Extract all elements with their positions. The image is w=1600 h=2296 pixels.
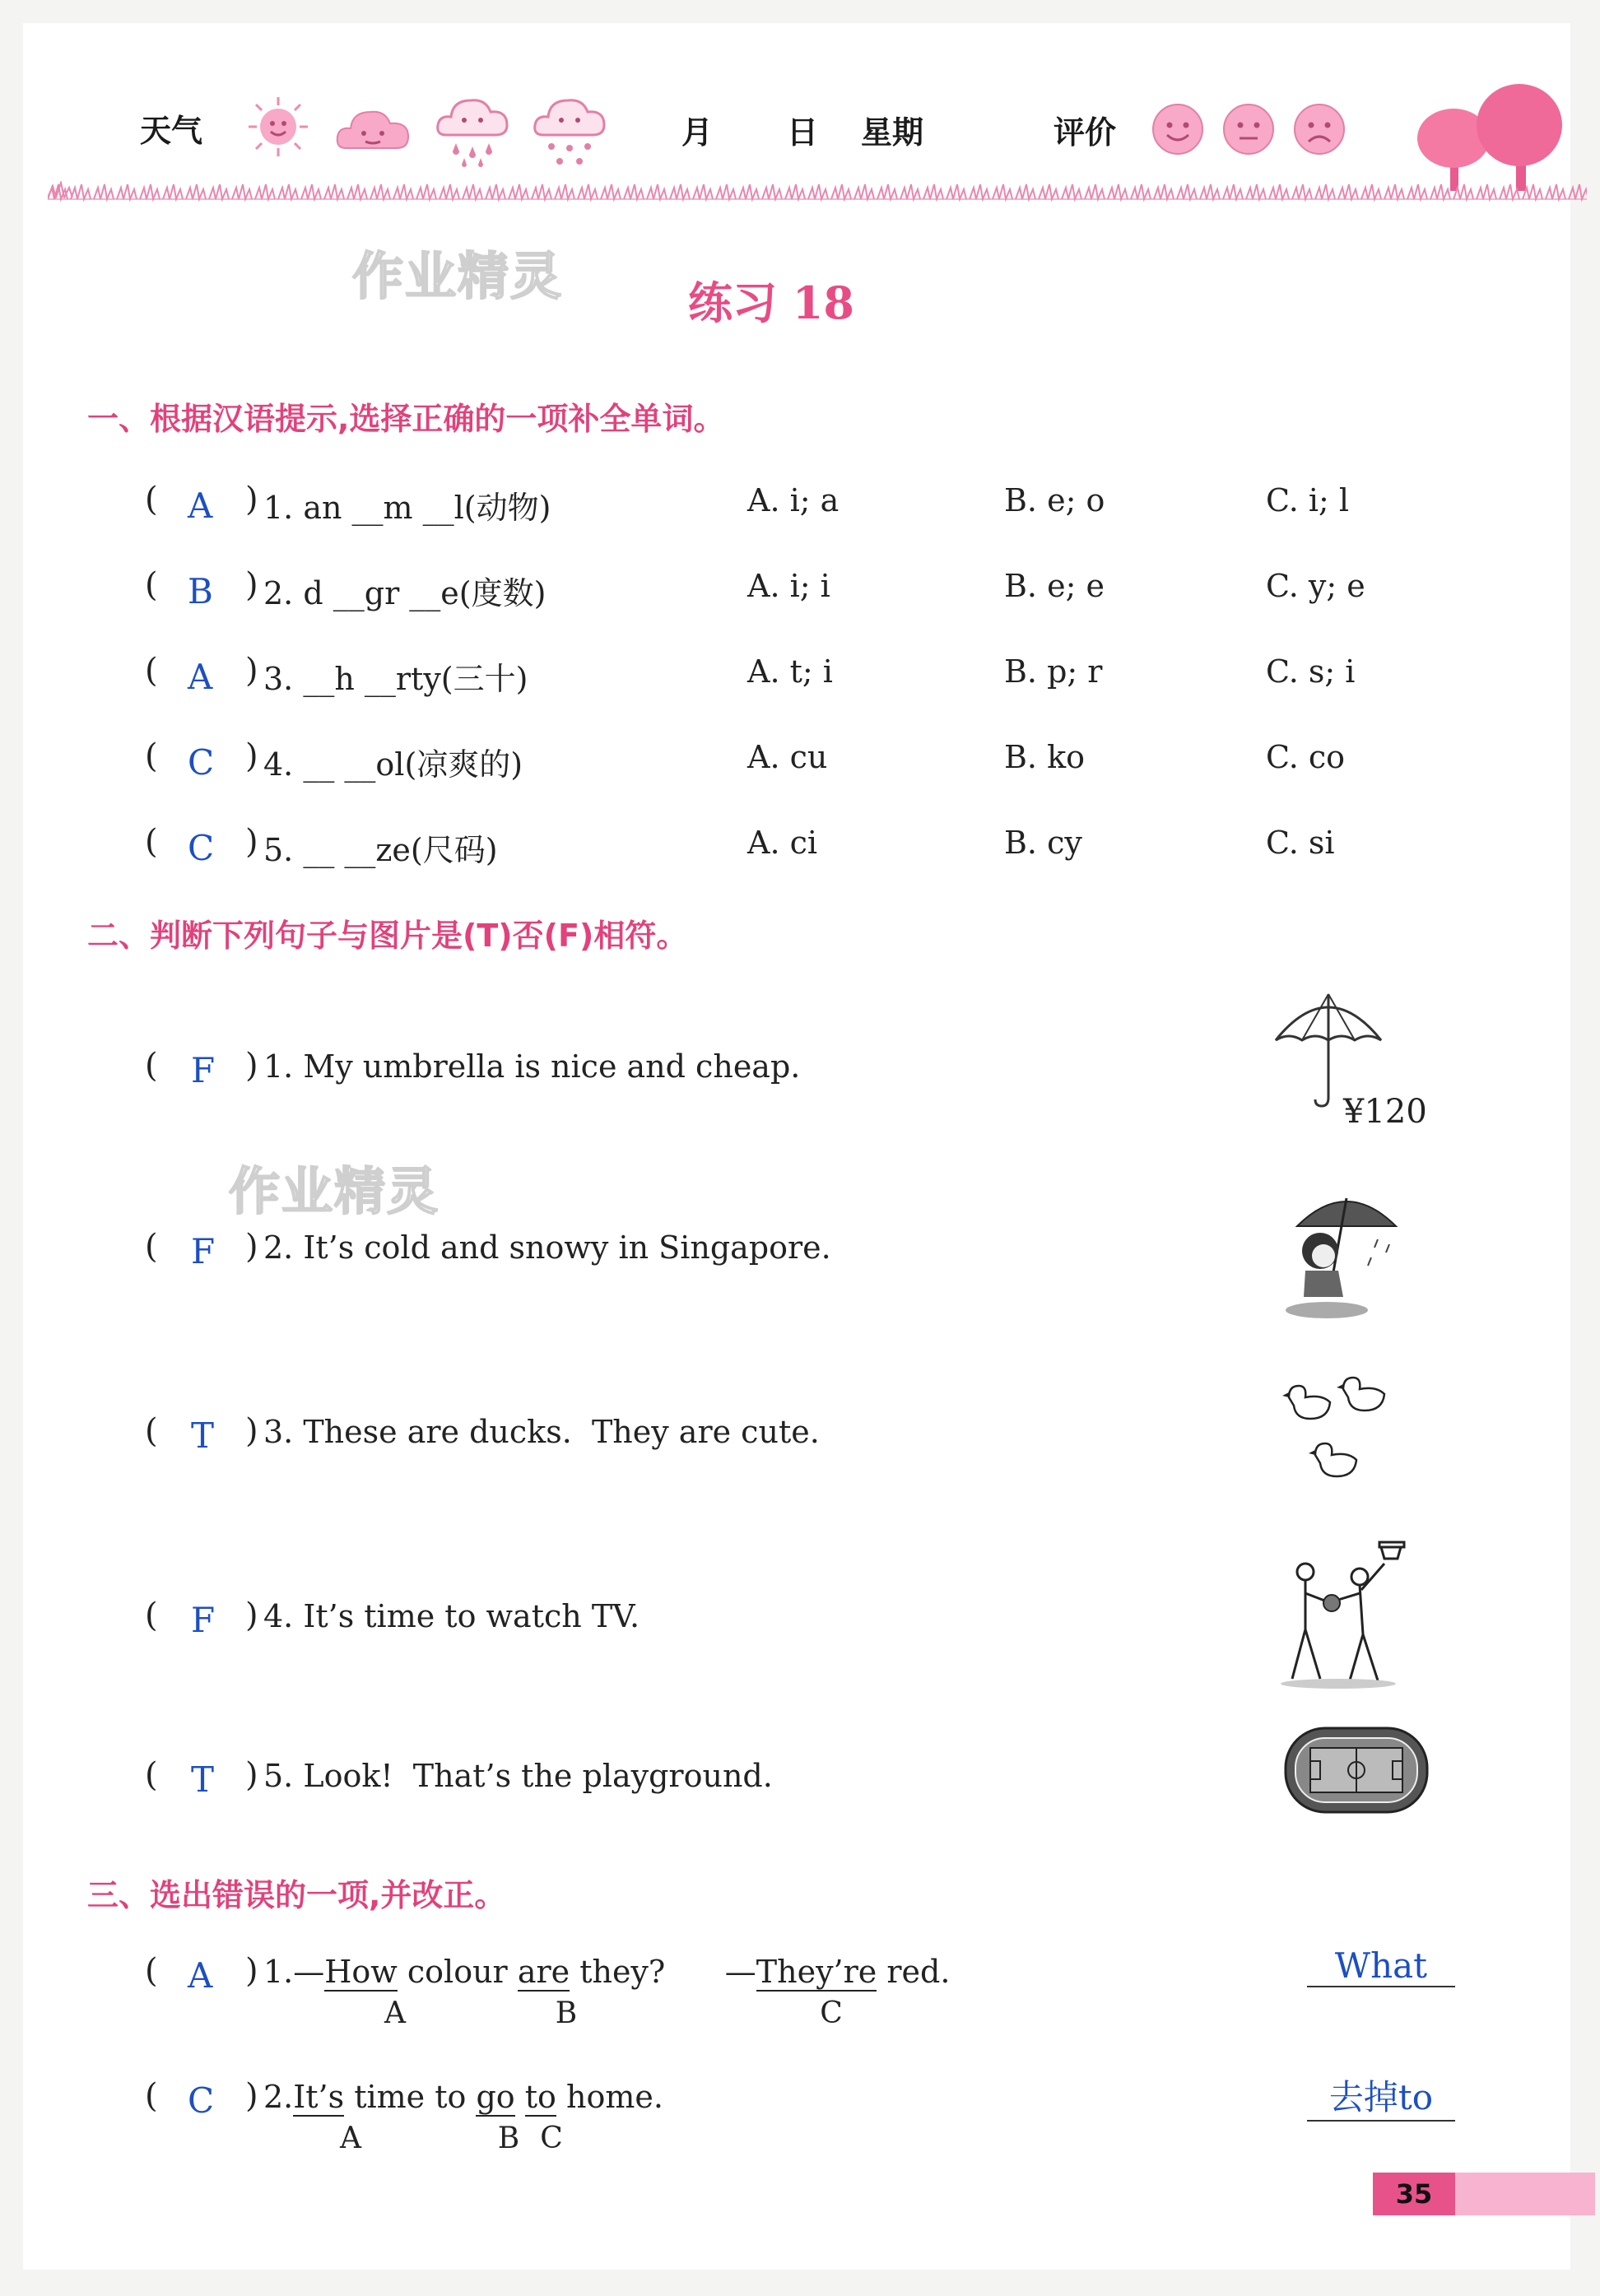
answer-mark: C	[188, 828, 215, 868]
sentence-text	[263, 1954, 950, 1990]
answer-mark: A	[188, 657, 213, 697]
grass-tuft	[1430, 184, 1450, 199]
question-number: 1.	[263, 1954, 294, 1990]
option-a: A. cu	[747, 739, 828, 775]
page-title: 练习 18	[688, 277, 854, 329]
cloud-icon	[334, 99, 413, 158]
option-b: B. cy	[1004, 825, 1082, 861]
sentence-text: 1. My umbrella is nice and cheap.	[263, 1048, 801, 1085]
option-c: C. y; e	[1266, 568, 1365, 604]
option-c: C. co	[1266, 739, 1346, 775]
grass-tuft	[209, 184, 229, 199]
bracket-right: )	[245, 1952, 258, 1990]
grass-tuft	[693, 184, 713, 199]
text-segment: red.	[877, 1954, 951, 1990]
grass-tuft	[232, 184, 252, 199]
option-b: B. e; e	[1004, 568, 1105, 604]
grass-tuft	[947, 184, 966, 199]
grass-tuft	[831, 184, 851, 199]
option-a: A. ci	[747, 825, 818, 861]
option-a: A. t; i	[747, 653, 833, 690]
sentence-text	[263, 2079, 663, 2115]
grass-tuft	[647, 184, 667, 199]
grass-tuft	[900, 184, 920, 199]
choice-b-label: B	[555, 1996, 578, 2030]
choice-b-label: B	[497, 2122, 520, 2155]
grass-tuft	[1338, 184, 1358, 199]
sentence-text: 5. Look! That’s the playground.	[263, 1758, 773, 1794]
grass-tuft	[301, 184, 321, 199]
dash: —	[724, 1954, 756, 1990]
answer-mark: F	[191, 1600, 216, 1640]
grass-tuft	[716, 184, 736, 199]
grass-tuft	[555, 184, 574, 199]
answer-mark: B	[188, 571, 213, 611]
grass-tuft	[1108, 184, 1128, 199]
option-c: C. si	[1266, 825, 1335, 861]
text-segment: colour	[397, 1954, 518, 1990]
bracket-right: )	[245, 1597, 258, 1634]
text-segment: time to	[344, 2079, 477, 2115]
grass-tuft	[416, 184, 436, 199]
workbook-page	[23, 23, 1570, 2270]
grass-tuft	[624, 184, 644, 199]
trees-icon	[1414, 81, 1570, 196]
section3-heading: 三、选出错误的一项,并改正。	[87, 1877, 506, 1913]
option-a: A. i; i	[747, 568, 830, 604]
section1-heading: 一、根据汉语提示,选择正确的一项补全单词。	[87, 401, 725, 437]
grass-tuft	[1039, 184, 1058, 199]
grass-tuft	[601, 184, 621, 199]
bracket-right: )	[245, 823, 258, 861]
option-c: C. s; i	[1266, 653, 1356, 690]
choice-a-word: It’s	[293, 2079, 345, 2115]
playground-track-icon	[1282, 1725, 1430, 1815]
grass-tuft	[117, 184, 137, 199]
bracket-left: (	[145, 481, 158, 518]
grass-tuft	[877, 184, 897, 199]
question-text: 5. __ __ze(尺码)	[263, 832, 498, 868]
answer-mark: F	[191, 1050, 216, 1090]
grass-tuft	[1523, 184, 1542, 199]
grass-tuft	[1200, 184, 1220, 199]
question-text: 4. __ __ol(凉爽的)	[263, 746, 523, 783]
answer-mark: C	[188, 742, 215, 783]
grass-tuft	[1177, 184, 1197, 199]
grass-tuft	[808, 184, 828, 199]
bracket-left: (	[145, 566, 158, 604]
question-text: 1. an __m __l(动物)	[263, 490, 551, 526]
bracket-left: (	[145, 823, 158, 861]
grass-tuft	[1154, 184, 1174, 199]
grass-tuft	[1292, 184, 1312, 199]
rating-label: 评价	[1053, 114, 1117, 151]
grass-tuft	[739, 184, 759, 199]
bracket-left: (	[145, 737, 158, 775]
question-text: 3. __h __rty(三十)	[263, 661, 528, 697]
grass-tuft	[670, 184, 690, 199]
grass-tuft	[1361, 184, 1381, 199]
grass-tuft	[440, 184, 459, 199]
section2-heading: 二、判断下列句子与图片是(T)否(F)相符。	[87, 918, 688, 954]
bracket-left: (	[145, 1756, 158, 1794]
choice-c-label: C	[820, 1996, 843, 2030]
grass-tuft	[1016, 184, 1035, 199]
bracket-right: )	[245, 566, 258, 604]
option-b: B. e; o	[1004, 482, 1105, 518]
grass-tuft	[94, 184, 114, 199]
bracket-left: (	[145, 2077, 158, 2115]
answer-mark: A	[188, 1955, 213, 1996]
snow-icon	[533, 92, 607, 174]
bracket-right: )	[245, 1756, 258, 1794]
ducks-icon	[1281, 1364, 1396, 1496]
grass-tuft	[1246, 184, 1266, 199]
grass-tuft	[1407, 184, 1427, 199]
bracket-right: )	[245, 2077, 258, 2115]
bracket-right: )	[245, 1228, 258, 1266]
watermark: 作业精灵	[352, 246, 564, 306]
grass-tuft	[1546, 184, 1565, 199]
choice-c-word: They’re	[756, 1954, 877, 1990]
month-label: 月	[681, 114, 714, 151]
grass-tuft	[532, 184, 551, 199]
grass-tuft	[463, 184, 482, 199]
question-text: 2. d __gr __e(度数)	[263, 575, 547, 611]
grass-tuft	[255, 184, 275, 199]
sentence-text: 3. These are ducks. They are cute.	[263, 1414, 820, 1450]
grass-tuft	[923, 184, 943, 199]
weekday-label: 星期	[861, 114, 924, 151]
bracket-right: )	[245, 481, 258, 518]
grass-tuft	[278, 184, 298, 199]
grass-tuft	[1477, 184, 1496, 199]
answer-mark: F	[191, 1231, 216, 1271]
grass-tuft	[762, 184, 782, 199]
bracket-right: )	[245, 1047, 258, 1085]
option-a: A. i; a	[747, 482, 840, 518]
grass-tuft	[393, 184, 413, 199]
sentence-text: 4. It’s time to watch TV.	[263, 1598, 640, 1634]
grass-tuft	[163, 184, 183, 199]
grass-tuft	[140, 184, 160, 199]
neutral-face-icon	[1221, 102, 1276, 156]
answer-mark: T	[191, 1415, 215, 1456]
sun-icon	[245, 94, 311, 160]
grass-divider	[48, 181, 1587, 206]
grass-tuft	[1062, 184, 1081, 199]
grass-tuft	[1085, 184, 1105, 199]
answer-mark: T	[191, 1759, 215, 1800]
sad-face-icon	[1292, 102, 1347, 156]
bracket-left: (	[145, 1597, 158, 1634]
correction-answer: 去掉to	[1307, 2071, 1455, 2122]
grass-tuft	[785, 184, 805, 199]
grass-tuft	[1315, 184, 1335, 199]
grass-tuft	[324, 184, 344, 199]
watermark: 作业精灵	[229, 1161, 440, 1221]
bracket-left: (	[145, 1228, 158, 1266]
bracket-right: )	[245, 737, 258, 775]
grass-tuft	[854, 184, 874, 199]
correction-answer: What	[1307, 1945, 1455, 1987]
question-number: 2.	[263, 2079, 294, 2115]
answer-mark: A	[188, 486, 213, 526]
basketball-players-icon	[1281, 1539, 1412, 1695]
sentence-text: 2. It’s cold and snowy in Singapore.	[263, 1229, 831, 1266]
option-b: B. p; r	[1004, 653, 1103, 690]
grass-tuft	[993, 184, 1012, 199]
bracket-right: )	[245, 652, 258, 690]
girl-umbrella-rain-icon	[1281, 1182, 1404, 1322]
bracket-left: (	[145, 1952, 158, 1990]
day-label: 日	[787, 114, 819, 151]
grass-tuft	[1131, 184, 1151, 199]
grass-tuft	[1384, 184, 1404, 199]
choice-c-label: C	[540, 2122, 563, 2155]
happy-face-icon	[1151, 102, 1205, 156]
choice-a-label: A	[384, 1996, 406, 2030]
option-c: C. i; l	[1266, 482, 1350, 518]
grass-tuft	[1269, 184, 1289, 199]
bracket-left: (	[145, 1412, 158, 1450]
rain-icon	[436, 92, 510, 174]
choice-a-label: A	[340, 2122, 361, 2155]
bracket-right: )	[245, 1412, 258, 1450]
choice-c-word: to	[524, 2079, 556, 2115]
bracket-left: (	[145, 652, 158, 690]
choice-b-word: are	[517, 1954, 570, 1990]
text-segment: they?	[570, 1954, 666, 1990]
grass-tuft	[71, 184, 91, 199]
grass-tuft	[486, 184, 505, 199]
grass-tuft	[347, 184, 367, 199]
grass-tuft	[186, 184, 206, 199]
grass-tuft	[1569, 184, 1587, 199]
price-label: ¥120	[1343, 1093, 1427, 1131]
choice-b-word: go	[476, 2079, 515, 2115]
grass-tuft	[1500, 184, 1519, 199]
option-b: B. ko	[1004, 739, 1085, 775]
choice-a-word: How	[324, 1954, 398, 1990]
dash: —	[293, 1954, 325, 1990]
grass-tuft	[370, 184, 390, 199]
grass-tuft	[578, 184, 598, 199]
answer-mark: C	[188, 2080, 215, 2121]
page-number: 35	[1373, 2173, 1455, 2215]
weather-label: 天气	[140, 113, 203, 149]
grass-tuft	[1453, 184, 1473, 199]
bracket-left: (	[145, 1047, 158, 1085]
grass-tuft	[509, 184, 528, 199]
grass-tuft	[970, 184, 989, 199]
grass-tuft	[1223, 184, 1243, 199]
text-segment: home.	[556, 2079, 663, 2115]
